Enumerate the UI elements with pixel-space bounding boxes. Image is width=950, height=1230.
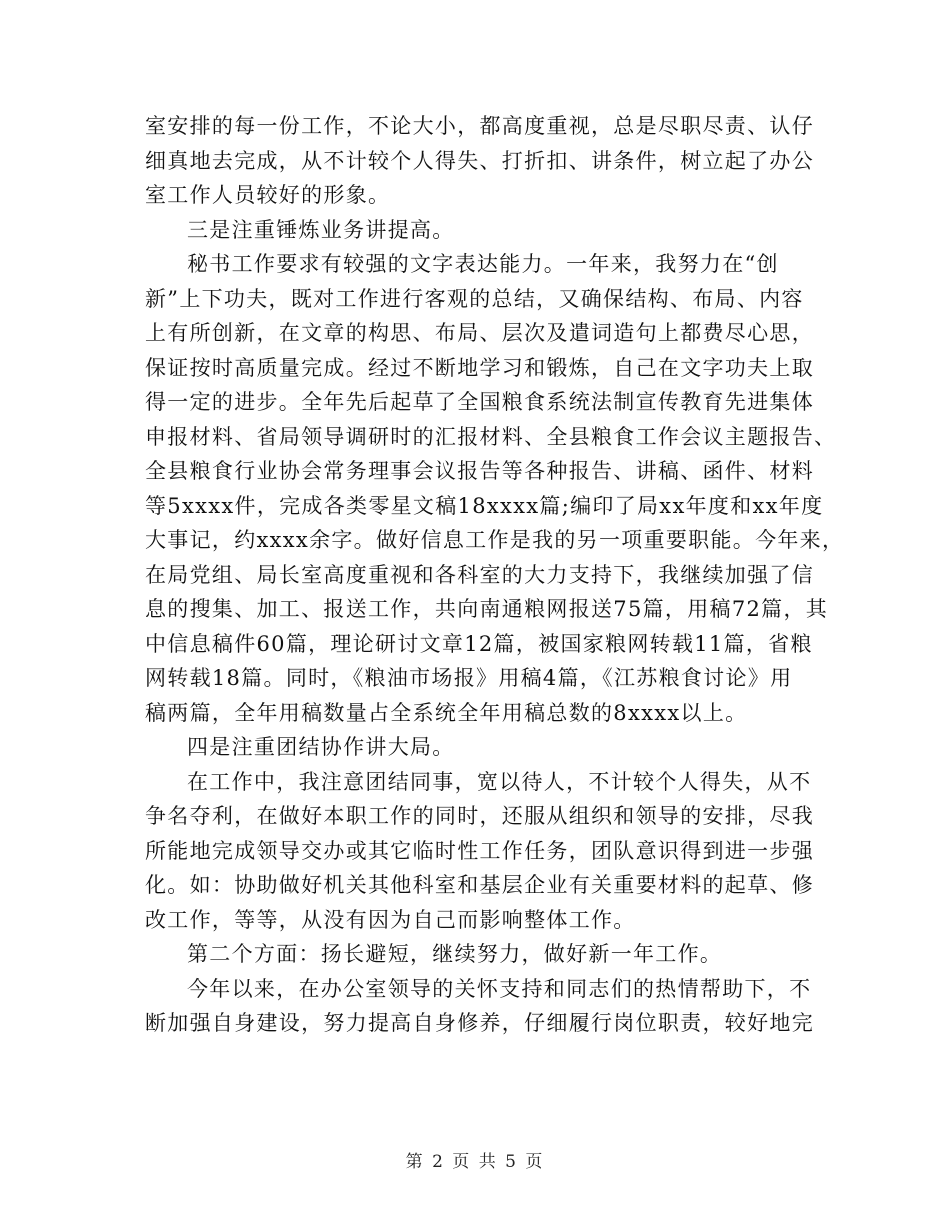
- text-line-21: 争名夺利，在做好本职工作的同时，还服从组织和领导的安排，尽我: [145, 804, 814, 828]
- text-line-15: 息的搜集、加工、报送工作，共向南通粮网报送75篇，用稿72篇，其: [145, 597, 829, 621]
- section-heading-3: 三是注重锤炼业务讲提高。: [187, 217, 455, 242]
- section-heading-4: 四是注重团结协作讲大局。: [187, 735, 455, 759]
- text-line-9: 得一定的进步。全年先后起草了全国粮食系统法制宣传教育先进集体: [145, 390, 814, 414]
- text-line-12: 等5xxxx件，完成各类零星文稿18xxxx篇;编印了局xx年度和xx年度: [145, 493, 824, 518]
- text-line-13: 大事记，约xxxx余字。做好信息工作是我的另一项重要职能。今年来，: [145, 528, 845, 552]
- text-line-5: 秘书工作要求有较强的文字表达能力。一年来，我努力在“创: [187, 252, 779, 276]
- text-line-23: 化。如：协助做好机关其他科室和基层企业有关重要材料的起草、修: [145, 873, 814, 897]
- text-line-16: 中信息稿件60篇，理论研讨文章12篇，被国家粮网转载11篇，省粮: [145, 631, 813, 656]
- text-line-1: 室安排的每一份工作，不论大小，都高度重视，总是尽职尽责、认仔: [145, 114, 814, 138]
- text-line-3: 室工作人员较好的形象。: [145, 183, 391, 207]
- text-line-24: 改工作，等等，从没有因为自己而影响整体工作。: [145, 907, 636, 932]
- text-line-20: 在工作中，我注意团结同事，宽以待人，不计较个人得失，从不: [187, 769, 812, 794]
- section-heading-second-aspect: 第二个方面：扬长避短，继续努力，做好新一年工作。: [187, 942, 723, 966]
- text-line-18: 稿两篇，全年用稿数量占全系统全年用稿总数的8xxxx以上。: [145, 700, 748, 725]
- document-body: [145, 109, 845, 1041]
- text-line-22: 所能地完成领导交办或其它临时性工作任务，团队意识得到进一步强: [145, 838, 814, 863]
- text-line-17: 网转载18篇。同时，《粮油市场报》用稿4篇，《江苏粮食讨论》用: [145, 666, 793, 690]
- text-line-26: 今年以来，在办公室领导的关怀支持和同志们的热情帮助下，不: [187, 976, 812, 1001]
- text-line-7: 上有所创新，在文章的构思、布局、层次及遣词造句上都费尽心思，: [145, 321, 814, 345]
- text-line-2: 细真地去完成，从不计较个人得失、打折扣、讲条件，树立起了办公: [145, 148, 814, 173]
- text-line-11: 全县粮食行业协会常务理事会议报告等各种报告、讲稿、函件、材料: [145, 459, 814, 483]
- text-line-10: 申报材料、省局领导调研时的汇报材料、全县粮食工作会议主题报告、: [145, 424, 837, 449]
- text-line-8: 保证按时高质量完成。经过不断地学习和锻炼，自己在文字功夫上取: [145, 355, 814, 380]
- page-number-footer: 第 2 页 共 5 页: [405, 1152, 545, 1172]
- text-line-27: 断加强自身建设，努力提高自身修养，仔细履行岗位职责，较好地完: [145, 1011, 814, 1035]
- text-line-6: 新”上下功夫，既对工作进行客观的总结，又确保结构、布局、内容: [145, 286, 804, 311]
- text-line-14: 在局党组、局长室高度重视和各科室的大力支持下，我继续加强了信: [145, 562, 814, 587]
